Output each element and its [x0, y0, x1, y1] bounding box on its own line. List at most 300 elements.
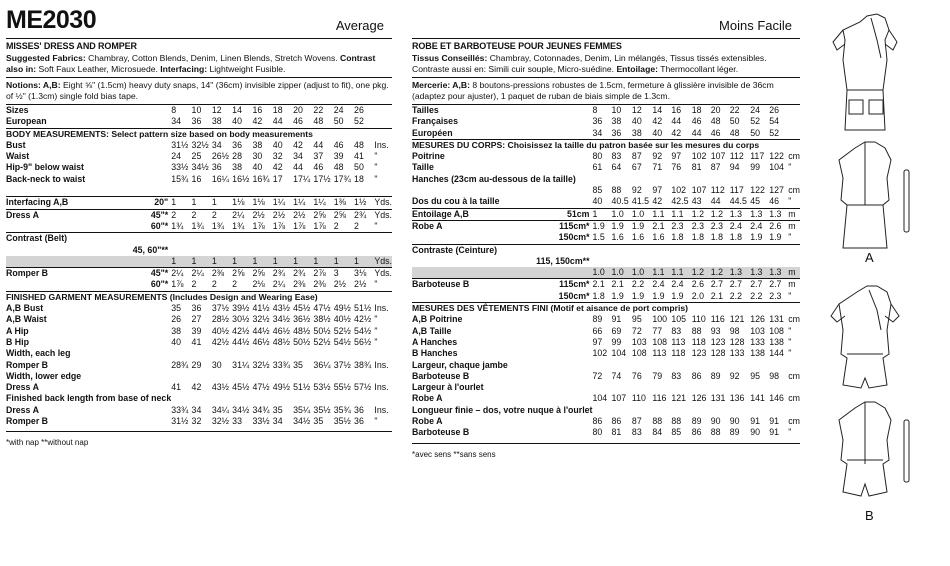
row-label: Width, lower edge	[6, 370, 82, 381]
table-cell: 1	[334, 256, 354, 268]
table-cell: 50	[750, 127, 760, 138]
table-cell: 64	[611, 162, 622, 173]
row-width	[503, 116, 593, 127]
table-cell	[273, 245, 293, 256]
row-label: Bust	[6, 139, 26, 150]
table-cell: 37	[313, 151, 324, 162]
table-cell: 67	[631, 162, 642, 173]
table-cell	[593, 382, 612, 393]
table-cell: 1⅞	[313, 220, 326, 231]
row-label: Robe A	[412, 220, 503, 232]
unit-cell: "	[788, 336, 792, 347]
table-cell	[652, 360, 671, 371]
table-cell: 46	[769, 196, 779, 207]
table-cell: 121	[671, 393, 687, 404]
table-cell: 2⅞	[313, 268, 333, 280]
table-cell: 117	[750, 151, 765, 162]
table-cell: 2¾	[273, 268, 293, 280]
table-cell: 92	[652, 151, 663, 162]
table-cell: 97	[592, 336, 603, 347]
table-row	[412, 174, 800, 185]
table-cell: 40	[272, 139, 283, 150]
table-cell: 103	[631, 336, 647, 347]
row-label	[6, 245, 112, 256]
table-cell: 34	[191, 404, 202, 415]
table-cell: 26½	[211, 151, 229, 162]
table-cell: 44½	[252, 325, 270, 336]
interfacing-label: Interfacing:	[160, 64, 208, 74]
table-cell	[750, 382, 769, 393]
table-cell: 43	[691, 196, 702, 207]
fabrics-text-fr: Chambray, Cotonnades, Denim, Lin mélangés, Tissus tissés extensibles. Contraste aussi en: Simili cuir souple, Micro-suédine.	[412, 53, 767, 74]
table-cell	[593, 256, 612, 267]
table-cell: 1⅞	[252, 220, 265, 231]
row-width	[112, 303, 172, 314]
table-cell: 2	[191, 279, 197, 290]
table-cell: 112	[729, 151, 744, 162]
unit-cell: "	[374, 416, 378, 427]
row-label: Tailles	[412, 105, 439, 115]
unit-cell	[788, 128, 800, 140]
dress-a-back-drawing	[839, 142, 909, 248]
table-cell: 1.1	[671, 208, 691, 220]
table-cell: 1.3	[769, 208, 788, 220]
table-cell: 83	[631, 427, 642, 438]
table-cell: 1.0	[593, 267, 612, 279]
table-cell: 42	[191, 382, 202, 393]
table-cell: 36	[191, 303, 202, 314]
unit-cell	[374, 116, 392, 128]
table-cell: 26	[769, 105, 779, 115]
table-row	[6, 360, 392, 371]
table-cell: 31¼	[232, 359, 250, 370]
table-cell: 44	[272, 116, 283, 127]
row-label: Largeur, chaque jambe	[412, 359, 508, 370]
table-cell: 54½	[333, 336, 351, 347]
table-cell: 90	[710, 416, 721, 427]
table-cell: 44	[691, 127, 702, 138]
table-cell: 1	[171, 256, 191, 268]
table-cell: 88	[611, 185, 622, 196]
table-cell: 2½	[354, 279, 367, 290]
table-cell	[192, 233, 212, 245]
table-cell: 40.5	[611, 196, 629, 207]
unit-cell	[788, 105, 800, 116]
table-row	[412, 232, 800, 244]
section-heading-row	[6, 128, 392, 140]
table-cell: 116	[652, 393, 667, 404]
table-cell: 52½	[313, 336, 331, 347]
row-label: A,B Taille	[412, 325, 452, 336]
table-cell	[692, 174, 711, 185]
table-cell: 97	[671, 151, 682, 162]
table-cell	[252, 233, 272, 245]
table-cell	[334, 245, 354, 256]
row-label: B Hip	[6, 336, 29, 347]
table-cell: 83	[611, 151, 622, 162]
table-cell	[334, 233, 354, 245]
table-cell	[252, 245, 272, 256]
table-cell	[354, 245, 374, 256]
table-cell: 40	[252, 162, 263, 173]
table-cell: 42	[293, 139, 303, 150]
table-cell: 44.5	[729, 196, 747, 207]
footnote-fr: *avec sens **sans sens	[412, 443, 800, 459]
table-cell: 126	[691, 393, 707, 404]
table-cell: 118	[691, 336, 706, 347]
table-cell: 128	[729, 336, 745, 347]
table-row	[412, 326, 800, 337]
table-cell	[671, 174, 691, 185]
table-cell	[293, 348, 313, 359]
dress-a-front-drawing	[833, 14, 897, 130]
table-cell	[671, 256, 691, 267]
table-cell: 92	[729, 370, 740, 381]
table-cell	[671, 360, 691, 371]
row-width	[112, 360, 172, 371]
table-cell: 1	[212, 256, 232, 268]
table-cell: 43½	[272, 303, 290, 314]
unit-cell: "	[788, 196, 792, 207]
table-cell: 2	[232, 279, 238, 290]
table-cell: 1.9	[750, 232, 763, 243]
table-cell	[593, 360, 612, 371]
table-cell: 2½	[252, 209, 272, 221]
table-cell	[273, 348, 293, 359]
unit-cell	[374, 393, 392, 404]
table-cell	[612, 360, 632, 371]
table-row	[6, 140, 392, 151]
unit-cell: "	[788, 325, 792, 336]
table-cell: 97	[652, 185, 663, 196]
table-cell: 49½	[272, 382, 290, 393]
table-cell: 2	[333, 220, 339, 231]
header-fr	[412, 0, 800, 33]
table-cell: 17½	[313, 173, 331, 184]
table-cell: 138	[750, 348, 765, 359]
table-cell: 35	[313, 416, 324, 427]
row-width: 60"*	[150, 220, 169, 231]
table-cell: 28	[232, 151, 242, 162]
table-cell	[652, 405, 671, 416]
table-cell: 38	[211, 116, 222, 127]
table-cell: 12	[631, 105, 642, 115]
table-cell: 108	[631, 348, 647, 359]
table-cell: 51½	[354, 303, 372, 314]
table-cell: 2⅛	[252, 279, 265, 290]
unit-cell: Ins.	[374, 359, 389, 370]
table-cell: 2⅜	[313, 279, 326, 290]
table-cell: 88	[671, 416, 682, 427]
table-cell: 122	[750, 185, 765, 196]
table-cell: 1.1	[671, 267, 691, 279]
table-cell: 17¾	[333, 173, 351, 184]
table-cell: 2.4	[750, 220, 769, 232]
pattern-title: MISSES' DRESS AND ROMPER	[6, 38, 392, 51]
table-cell: 1	[593, 208, 612, 220]
row-label: Contrast (Belt)	[6, 233, 171, 245]
row-label: Dos du cou à la taille	[412, 196, 500, 207]
table-cell: 39	[333, 151, 344, 162]
section-heading-row	[6, 291, 392, 303]
table-cell: 1	[192, 256, 212, 268]
table-cell: 24	[171, 151, 182, 162]
interfacing-text-fr: Thermocollant léger.	[657, 64, 739, 74]
table-cell: 27	[191, 314, 202, 325]
row-width	[112, 382, 172, 393]
notions-paragraph	[6, 80, 392, 105]
table-cell	[730, 256, 750, 267]
table-row	[412, 196, 800, 208]
row-width: 115cm*	[503, 220, 593, 232]
table-cell	[171, 371, 191, 382]
difficulty-label-fr: Moins Facile	[719, 18, 792, 33]
table-cell: 1.1	[652, 267, 671, 279]
table-cell: 87	[631, 151, 642, 162]
table-cell	[711, 174, 730, 185]
unit-cell: cm	[788, 370, 800, 381]
table-cell: 34¼	[211, 404, 229, 415]
table-cell: 52	[750, 116, 760, 127]
table-row	[412, 291, 800, 303]
table-cell: 2	[211, 279, 217, 290]
table-cell: 30	[211, 359, 222, 370]
row-label: Contraste (Ceinture)	[412, 244, 593, 256]
table-cell: 48½	[272, 336, 290, 347]
table-cell	[354, 233, 374, 245]
table-cell: 26	[354, 105, 364, 115]
table-cell: 38	[631, 127, 642, 138]
table-cell	[192, 348, 212, 359]
table-cell: 88	[691, 325, 702, 336]
row-label: Robe A	[412, 393, 443, 404]
table-cell	[293, 233, 313, 245]
table-cell	[692, 360, 711, 371]
row-label: Dress A	[6, 209, 112, 221]
row-label: Hanches (23cm au-dessous de la taille)	[412, 173, 576, 184]
table-cell: 117	[729, 185, 744, 196]
unit-cell	[788, 360, 800, 371]
table-cell	[769, 382, 788, 393]
table-cell	[334, 371, 354, 382]
row-label: A,B Poitrine	[412, 314, 463, 325]
table-cell: 46½	[272, 325, 290, 336]
table-cell: 38¾	[354, 359, 372, 370]
unit-cell: "	[374, 173, 378, 184]
table-cell: 86	[691, 427, 702, 438]
table-row	[6, 279, 392, 291]
unit-cell	[374, 245, 392, 256]
row-width	[503, 105, 593, 116]
table-cell: 1½	[354, 197, 374, 209]
table-cell	[612, 244, 632, 256]
table-cell: 20	[710, 105, 721, 115]
table-cell: 1.3	[769, 267, 788, 279]
table-cell	[354, 393, 374, 404]
table-cell: 35½	[333, 416, 351, 427]
table-cell: 1.5	[592, 232, 605, 243]
table-cell	[212, 371, 232, 382]
table-cell: 16¾	[252, 173, 270, 184]
row-label: Largeur à l'ourlet	[412, 382, 484, 393]
table-cell: 133	[729, 348, 745, 359]
table-cell: 38	[171, 325, 182, 336]
notions-text: Eight ⅝" (1.5cm) heavy duty snaps, 14" (36cm) invisible zipper (adjust to fit), one pkg. of ½" (1.3cm) single fold bias tape.	[6, 80, 389, 101]
table-cell: 2½	[333, 279, 346, 290]
table-cell: 2.6	[769, 220, 788, 232]
row-label: Robe A	[412, 416, 443, 427]
table-cell: 85	[671, 427, 682, 438]
row-width	[112, 105, 172, 116]
table-cell: 1⅞	[293, 220, 306, 231]
table-row	[6, 245, 392, 256]
romper-b-front-drawing	[831, 286, 899, 388]
table-cell	[711, 405, 730, 416]
row-width	[503, 267, 593, 279]
table-cell: 18	[272, 105, 283, 115]
table-cell: 88	[652, 416, 663, 427]
table-cell: 1.9	[611, 290, 624, 301]
row-width: 45, 60"**	[132, 244, 169, 255]
table-cell: 2.3	[671, 220, 691, 232]
table-row	[6, 416, 392, 427]
row-label	[412, 291, 503, 303]
table-cell: 1.3	[750, 208, 769, 220]
table-cell: 2¾	[293, 268, 313, 280]
table-cell: 38	[611, 116, 622, 127]
table-cell: 1.3	[730, 208, 750, 220]
fabrics-paragraph-fr	[412, 53, 800, 78]
unit-cell: cm	[788, 185, 800, 196]
table-cell	[692, 405, 711, 416]
table-cell: 1.0	[632, 267, 652, 279]
table-cell: 28¾	[171, 359, 189, 370]
row-label: Barboteuse B	[412, 427, 470, 438]
french-column	[412, 0, 800, 459]
fabrics-label: Suggested Fabrics:	[6, 53, 86, 63]
table-cell: 1.3	[750, 267, 769, 279]
row-label: Romper B	[6, 416, 49, 427]
table-cell: 44	[710, 196, 721, 207]
table-cell: 1.9	[769, 232, 782, 243]
table-cell: 146	[769, 393, 784, 404]
table-row	[412, 348, 800, 359]
table-cell: 34	[171, 116, 182, 127]
table-cell: 50½	[313, 325, 331, 336]
table-cell: 36¼	[313, 359, 331, 370]
notions-label: Notions: A,B:	[6, 80, 61, 90]
table-cell	[652, 244, 671, 256]
table-cell: 47½	[313, 303, 331, 314]
table-cell	[313, 371, 333, 382]
table-cell: 41	[171, 382, 182, 393]
unit-cell: Yds.	[374, 209, 392, 220]
table-cell	[293, 393, 313, 404]
table-cell: 45½	[293, 303, 311, 314]
unit-cell	[788, 116, 800, 127]
table-cell: 47½	[252, 382, 270, 393]
table-cell: 16	[671, 105, 682, 115]
table-cell: 36	[211, 162, 222, 173]
row-width: 115cm*	[503, 279, 593, 291]
table-cell: 2.0	[691, 290, 704, 301]
row-label: Finished back length from base of neck	[6, 393, 172, 404]
table-cell: 1.0	[632, 208, 652, 220]
table-cell	[171, 348, 191, 359]
table-cell	[313, 233, 333, 245]
table-cell: 1.6	[652, 232, 665, 243]
row-width	[503, 427, 593, 438]
table-row	[6, 197, 392, 209]
table-cell: 42	[671, 127, 682, 138]
table-cell: 48	[710, 116, 721, 127]
unit-cell: Yds.	[374, 197, 392, 208]
row-width	[503, 151, 593, 162]
table-cell: 1¼	[293, 197, 313, 209]
table-cell: 87	[710, 162, 721, 173]
table-cell: 32½	[211, 416, 229, 427]
unit-cell: Ins.	[374, 303, 389, 314]
table-cell: 35½	[313, 404, 331, 415]
table-cell: 2	[171, 209, 191, 221]
table-cell: 2.4	[730, 220, 750, 232]
table-cell: 46½	[252, 336, 270, 347]
table-cell: 1.2	[692, 208, 711, 220]
table-cell: 1.9	[671, 290, 684, 301]
table-cell: 76	[631, 370, 642, 381]
table-cell: 1¾	[191, 220, 204, 231]
table-cell: 32	[272, 151, 283, 162]
table-row	[6, 162, 392, 173]
table-cell: 131	[710, 393, 726, 404]
table-cell: 2⅜	[212, 268, 232, 280]
table-cell: 10	[611, 105, 622, 115]
table-row	[412, 185, 800, 196]
table-cell: 1.9	[593, 220, 612, 232]
unit-cell: cm	[788, 416, 800, 427]
table-cell: 127	[769, 185, 784, 196]
table-cell: 34½	[191, 162, 209, 173]
row-width	[503, 314, 593, 325]
table-cell: 107	[611, 393, 627, 404]
table-cell: 123	[691, 348, 707, 359]
fabrics-text: Chambray, Cotton Blends, Denim, Linen Blends, Stretch Wovens.	[85, 53, 341, 63]
table-cell: 44	[313, 139, 324, 150]
table-row	[412, 220, 800, 232]
unit-cell: "	[374, 325, 378, 336]
table-cell: 126	[750, 314, 765, 325]
table-cell: 1¾	[211, 220, 225, 231]
table-cell: 36	[354, 416, 364, 427]
table-cell: 42.5	[671, 196, 689, 207]
table-cell	[769, 360, 788, 371]
table-cell	[232, 245, 252, 256]
unit-cell: "	[374, 336, 378, 347]
row-label: Waist	[6, 151, 30, 162]
table-cell	[632, 382, 652, 393]
table-cell: 74	[611, 370, 622, 381]
table-cell: 94	[729, 162, 740, 173]
table-row	[412, 128, 800, 140]
table-cell: 34½	[272, 314, 290, 325]
table-cell: 91	[750, 416, 760, 427]
table-cell: 86	[592, 416, 603, 427]
row-width	[112, 140, 172, 151]
table-cell: 1.2	[711, 267, 730, 279]
table-row	[412, 427, 800, 438]
table-cell: 98	[729, 325, 740, 336]
table-cell: 2¾	[354, 209, 374, 221]
